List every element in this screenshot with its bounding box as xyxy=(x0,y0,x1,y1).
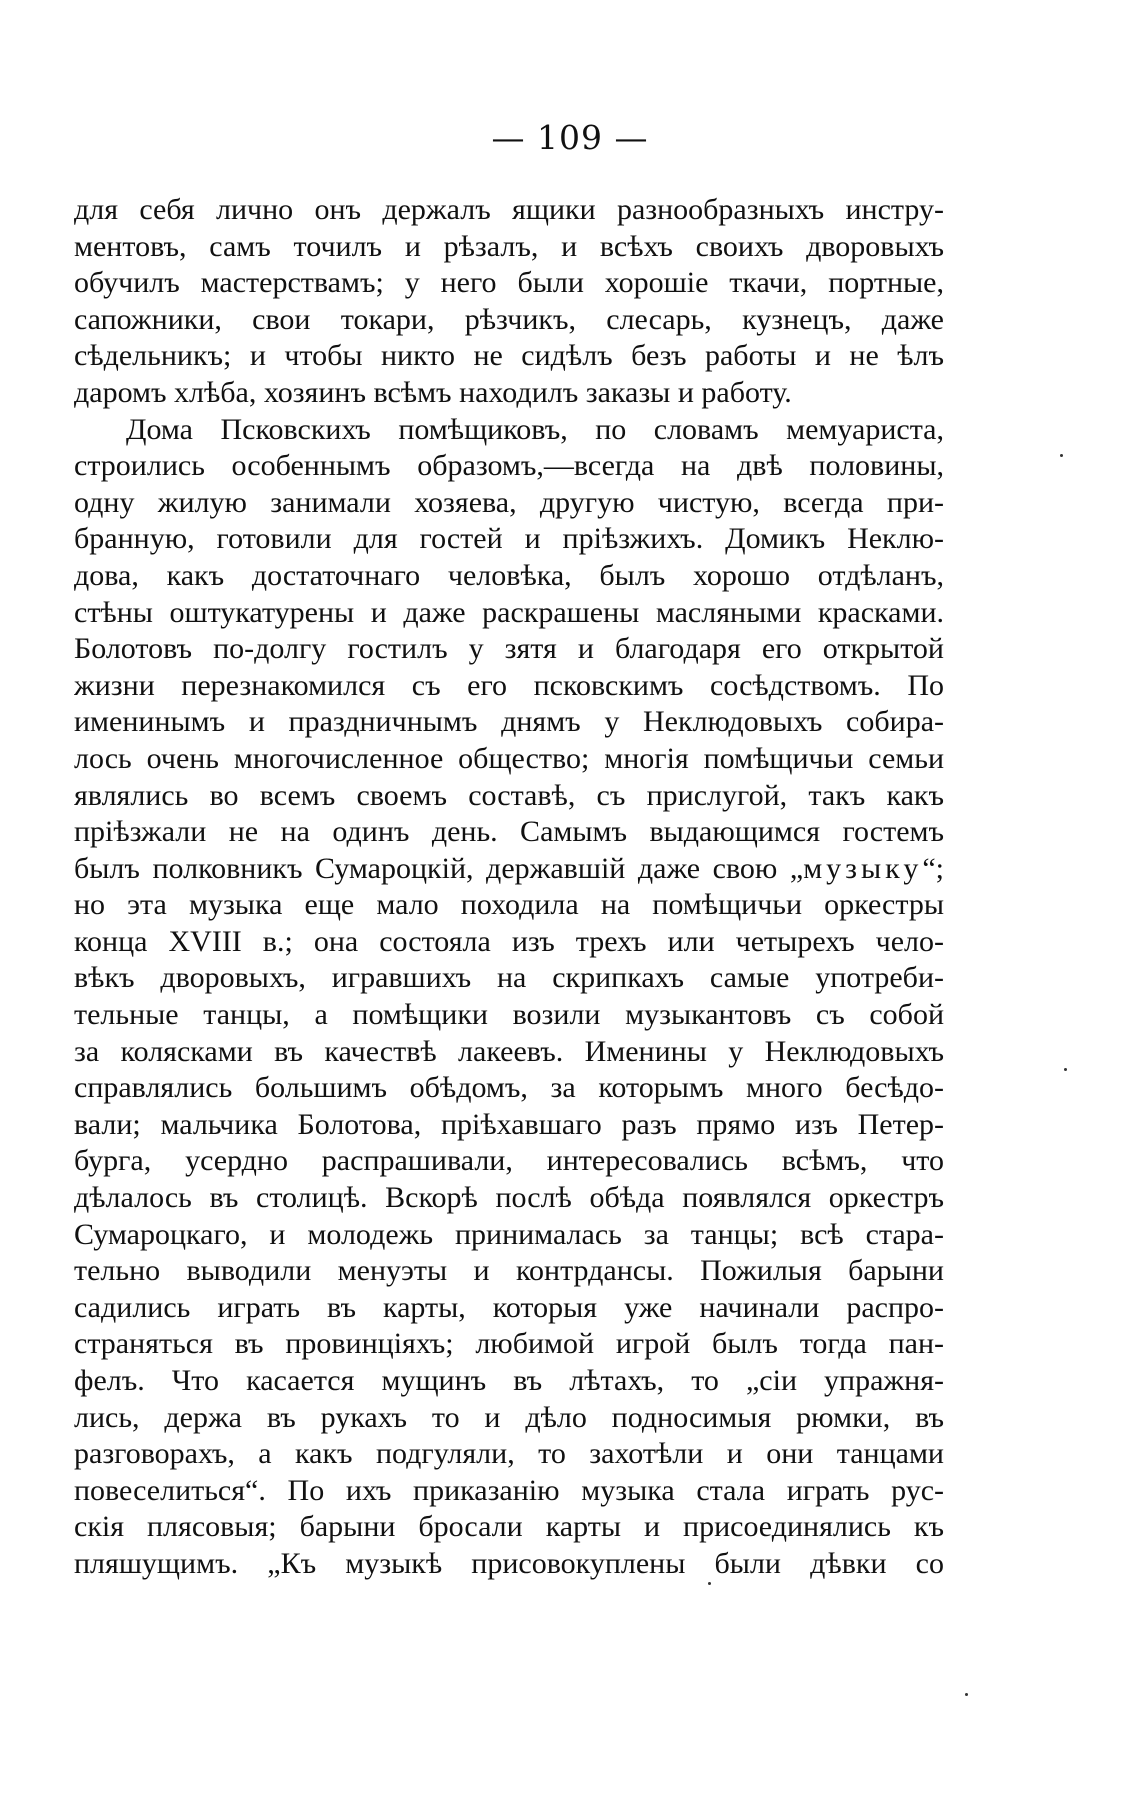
text-line: за колясками въ качествѣ лакеевъ. Именины у Неклюдовыхъ xyxy=(74,1034,944,1068)
text-line: ментовъ, самъ точилъ и рѣзалъ, и всѣхъ своихъ дворовыхъ xyxy=(74,229,944,263)
line-text: былъ полковникъ Сумароцкій, державшій даже свою „ xyxy=(74,851,804,885)
text-line: но эта музыка еще мало походила на помѣщичьи оркестры xyxy=(74,888,944,922)
scan-speck xyxy=(965,1693,968,1696)
scan-speck xyxy=(1060,454,1063,457)
text-line: садились играть въ карты, которыя уже начинали распро- xyxy=(74,1290,944,1324)
text-line: жизни перезнакомился съ его псковскимъ сосѣдствомъ. По xyxy=(74,668,944,702)
page-number: — 109 — xyxy=(491,118,649,157)
text-line: бранную, готовили для гостей и пріѣзжихъ. Домикъ Неклю- xyxy=(74,522,944,556)
text-line: лось очень многочисленное общество; многія помѣщичьи семьи xyxy=(74,741,944,775)
text-line: строились особеннымъ образомъ,—всегда на двѣ половины, xyxy=(74,449,944,483)
text-line: пріѣзжали не на одинъ день. Самымъ выдающимся гостемъ xyxy=(74,815,944,849)
text-line: повеселиться“. По ихъ приказанію музыка стала играть рус- xyxy=(74,1473,944,1507)
text-line: тельно выводили менуэты и контрдансы. Пожилыя барыни xyxy=(74,1254,944,1288)
text-line: вѣкъ дворовыхъ, игравшихъ на скрипкахъ самые употреби- xyxy=(74,961,944,995)
text-line: фелъ. Что касается мущинъ въ лѣтахъ, то „сіи упражня- xyxy=(74,1364,944,1397)
text-line: Болотовъ по-долгу гостилъ у зятя и благодаря его открытой xyxy=(74,632,944,666)
text-line: стѣны оштукатурены и даже раскрашены масляными красками. xyxy=(74,595,944,629)
text-line: даромъ хлѣба, хозяинъ всѣмъ находилъ заказы и работу. xyxy=(74,375,792,409)
text-line: страняться въ провинціяхъ; любимой игрой былъ тогда пан- xyxy=(74,1327,944,1361)
text-line-with-emphasis xyxy=(74,851,944,888)
text-line: разговорахъ, а какъ подгуляли, то захотѣли и они танцами xyxy=(74,1437,944,1471)
text-line: являлись во всемъ своемъ составѣ, съ прислугой, такъ какъ xyxy=(74,778,944,812)
text-line: конца XVIII в.; она состояла изъ трехъ или четырехъ чело- xyxy=(74,924,944,958)
text-line: для себя лично онъ держалъ ящики разнообразныхъ инстру- xyxy=(74,193,944,226)
text-line: бурга, усердно распрашивали, интересовались всѣмъ, что xyxy=(74,1144,944,1178)
scan-speck xyxy=(708,1582,711,1585)
text-line: справлялись большимъ обѣдомъ, за которымъ много бесѣдо- xyxy=(74,1071,944,1105)
closing-quote: “; xyxy=(922,851,944,885)
text-line: скія плясовыя; барыни бросали карты и присоединялись къ xyxy=(74,1510,944,1544)
text-line: сапожники, свои токари, рѣзчикъ, слесарь, кузнецъ, даже xyxy=(74,302,944,336)
text-line: сѣдельникъ; и чтобы никто не сидѣлъ безъ работы и не ѣлъ xyxy=(74,339,944,373)
scan-speck xyxy=(1064,1068,1067,1071)
text-line: лись, держа въ рукахъ то и дѣло подносимыя рюмки, въ xyxy=(74,1400,944,1434)
emphasized-word: музыку xyxy=(803,851,923,885)
text-line: тельные танцы, а помѣщики возили музыкантовъ съ собой xyxy=(74,998,944,1032)
text-line: именинымъ и праздничнымъ днямъ у Неклюдовыхъ собира- xyxy=(74,705,944,739)
text-line: одну жилую занимали хозяева, другую чистую, всегда при- xyxy=(74,485,944,519)
text-line: дова, какъ достаточнаго человѣка, былъ хорошо отдѣланъ, xyxy=(74,558,944,592)
paragraph-start-line: Дома Псковскихъ помѣщиковъ, по словамъ мемуариста, xyxy=(126,412,944,446)
text-line: пляшущимъ. „Къ музыкѣ присовокуплены были дѣвки со xyxy=(74,1546,944,1580)
text-line: вали; мальчика Болотова, пріѣхавшаго разъ прямо изъ Петер- xyxy=(74,1107,944,1141)
text-line: Сумароцкаго, и молодежь принималась за танцы; всѣ стара- xyxy=(74,1217,944,1251)
body-text xyxy=(74,192,944,1583)
text-line: обучилъ мастерствамъ; у него были хорошіе ткачи, портные, xyxy=(74,266,944,300)
text-line: дѣлалось въ столицѣ. Вскорѣ послѣ обѣда появлялся оркестръ xyxy=(74,1181,944,1215)
